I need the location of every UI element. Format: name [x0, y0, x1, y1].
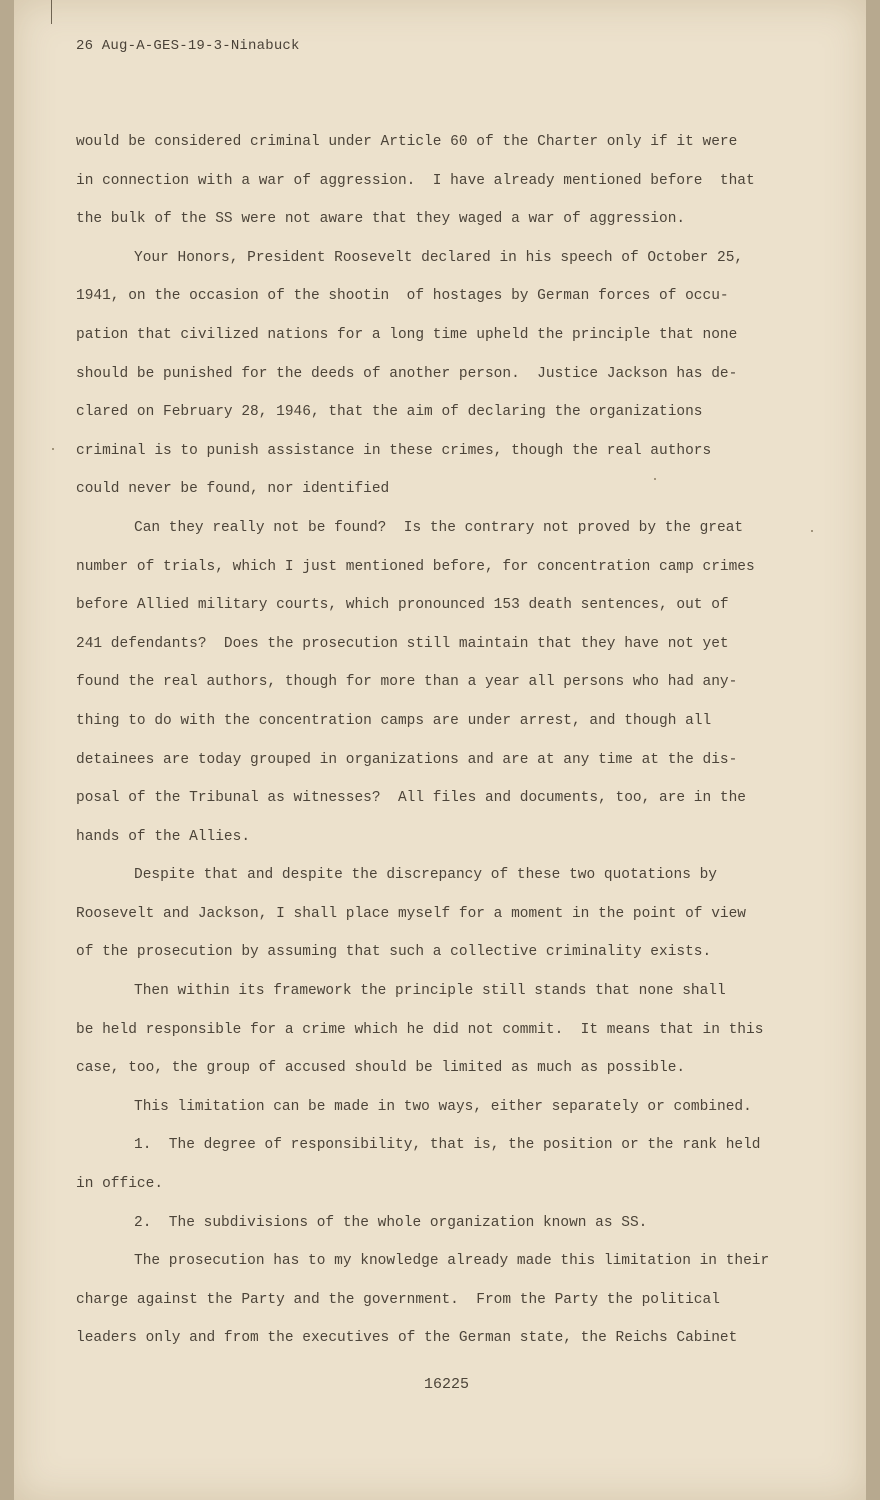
text-line: thing to do with the concentration camps are under arrest, and though all: [76, 712, 712, 729]
text-line: 241 defendants? Does the prosecution still maintain that they have not yet: [76, 635, 729, 652]
text-line: should be punished for the deeds of another person. Justice Jackson has de-: [76, 365, 738, 382]
page-header: 26 Aug-A-GES-19-3-Ninabuck: [76, 38, 300, 54]
text-line: charge against the Party and the government. From the Party the political: [76, 1291, 720, 1308]
text-line: hands of the Allies.: [76, 828, 251, 845]
text-line: before Allied military courts, which pronounced 153 death sentences, out of: [76, 597, 729, 614]
text-line: of the prosecution by assuming that such a collective criminality exists.: [76, 944, 712, 961]
text-line: be held responsible for a crime which he did not commit. It means that in this: [76, 1021, 764, 1038]
text-line: found the real authors, though for more than a year all persons who had any-: [76, 674, 738, 691]
text-line: criminal is to punish assistance in these crimes, though the real authors: [76, 442, 712, 459]
text-line: 1. The degree of responsibility, that is, the position or the rank held: [134, 1137, 761, 1154]
paper-speck: [654, 478, 656, 480]
text-line: 1941, on the occasion of the shootin of hostages by German forces of occu-: [76, 288, 729, 305]
text-line: pation that civilized nations for a long time upheld the principle that none: [76, 326, 738, 343]
document-page: [14, 0, 866, 1500]
text-line: posal of the Tribunal as witnesses? All files and documents, too, are in the: [76, 790, 747, 807]
text-line: number of trials, which I just mentioned before, for concentration camp crimes: [76, 558, 755, 575]
paper-speck: [811, 530, 813, 532]
text-line: case, too, the group of accused should be limited as much as possible.: [76, 1060, 686, 1077]
text-line: leaders only and from the executives of the German state, the Reichs Cabinet: [76, 1330, 738, 1347]
text-line: 2. The subdivisions of the whole organization known as SS.: [134, 1214, 648, 1231]
page-number: 16225: [424, 1376, 470, 1393]
text-line: in connection with a war of aggression. I have already mentioned before that: [76, 172, 755, 189]
margin-rule: [51, 0, 52, 24]
text-line: This limitation can be made in two ways, either separately or combined.: [134, 1098, 752, 1115]
text-line: the bulk of the SS were not aware that they waged a war of aggression.: [76, 211, 686, 228]
text-line: Roosevelt and Jackson, I shall place myself for a moment in the point of view: [76, 905, 747, 922]
paper-speck: [52, 448, 54, 450]
text-line: clared on February 28, 1946, that the aim of declaring the organizations: [76, 404, 703, 421]
text-line: detainees are today grouped in organizations and are at any time at the dis-: [76, 751, 738, 768]
text-line: Can they really not be found? Is the contrary not proved by the great: [134, 519, 744, 536]
text-line: could never be found, nor identified: [76, 481, 390, 498]
text-line: Your Honors, President Roosevelt declared in his speech of October 25,: [134, 249, 744, 266]
text-line: The prosecution has to my knowledge already made this limitation in their: [134, 1253, 770, 1270]
text-line: Then within its framework the principle still stands that none shall: [134, 983, 726, 1000]
text-line: Despite that and despite the discrepancy of these two quotations by: [134, 867, 717, 884]
text-line: would be considered criminal under Article 60 of the Charter only if it were: [76, 134, 738, 150]
text-line: in office.: [76, 1176, 164, 1193]
body-text: [76, 128, 836, 1363]
